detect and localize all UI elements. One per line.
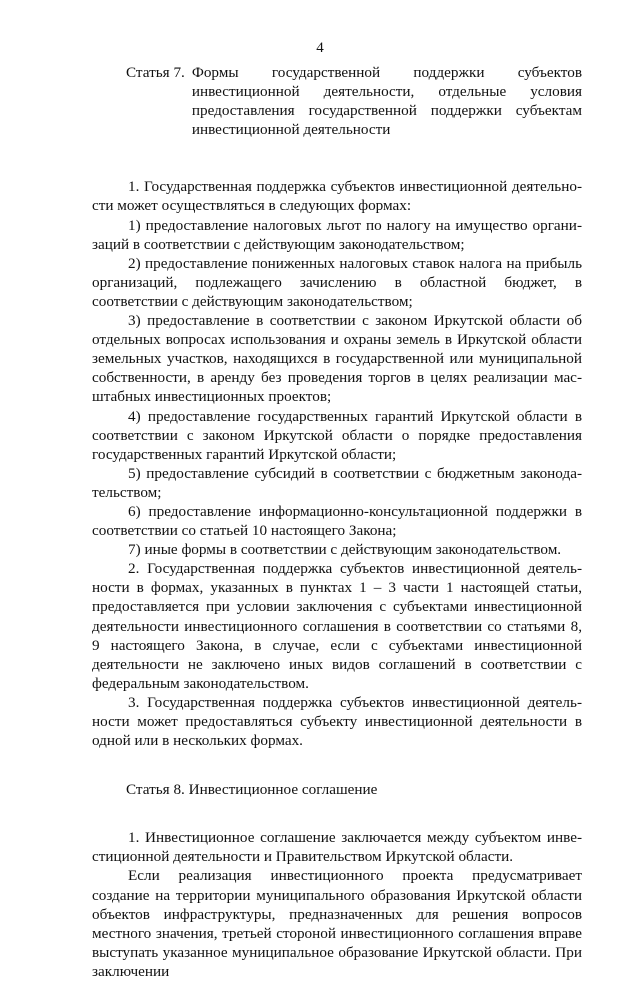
article-7-number: Статья 7. bbox=[126, 64, 185, 81]
article-7-paragraph: 4) предоставление государственных гарантий Иркутской области в соответствии с законом Иркутской области о порядке предоставления государственных гарантий Иркутской области; bbox=[92, 407, 582, 463]
article-8-paragraph: Если реализация инвестиционного проекта предусматривает создание на территории муниципального образования Иркутской области объектов инфраструктуры, предназначенных для решения вопросов местного значения, третьей стороной инвестиционного соглашения вправе выступать указанное муниципальное образование Иркутской области. При заключении bbox=[92, 867, 582, 980]
article-7-paragraph: 2) предоставление пониженных налоговых ставок налога на прибыль организаций, подлежащего зачислению в областной бюджет, в соответствии с действующим законодательством; bbox=[92, 254, 582, 310]
article-7-paragraph: 1) предоставление налоговых льгот по налогу на имущество организаций в соответствии с действующим законодательством; bbox=[92, 216, 582, 253]
article-7-paragraph: 7) иные формы в соответствии с действующим законодательством. bbox=[128, 541, 562, 559]
article-7-paragraph: 2. Государственная поддержка субъектов инвестиционной деятельности в формах, указанных в пунктах 1 – 3 части 1 настоящей статьи, предоставляется при условии заключения с субъектами инвестиционной деятельности инвестиционного соглашения в соответствии со статьями 8, 9 настоящего Закона, в случае, если с субъектами инвестиционной деятельности не заключено иных видов соглашений в соответствии с федеральным законодательством. bbox=[92, 560, 582, 692]
article-8-paragraph: 1. Инвестиционное соглашение заключается между субъектом инвестиционной деятельности и Правительством Иркутской области. bbox=[92, 829, 582, 866]
article-7-heading bbox=[126, 63, 582, 139]
article-8-heading: Статья 8. Инвестиционное соглашение bbox=[126, 781, 378, 799]
article-7-paragraph: 3. Государственная поддержка субъектов инвестиционной деятельности может предоставляться субъекту инвестиционной деятельности в одной или в нескольких формах. bbox=[92, 693, 582, 750]
article-7-paragraph: 5) предоставление субсидий в соответствии с бюджетным законодательством; bbox=[92, 464, 582, 501]
document-body bbox=[92, 63, 582, 981]
article-7-paragraph: 1. Государственная поддержка субъектов инвестиционной деятельности может осуществляться в следующих формах: bbox=[92, 178, 582, 215]
page-number: 4 bbox=[316, 40, 324, 56]
article-7-paragraph: 3) предоставление в соответствии с законом Иркутской области об отдельных вопросах использования и охраны земель в Иркутской области земельных участков, находящихся в государственной или муниципальной собственности, в аренду без проведения торгов в целях реализации масштабных инвестиционных проектов; bbox=[92, 312, 582, 406]
article-7-paragraph: 6) предоставление информационно-консультационной поддержки в соответствии со статьей 10 настоящего Закона; bbox=[92, 502, 582, 540]
article-7-title: Формы государственной поддержки субъектов инвестиционной деятельности, отдельные условия предоставления государственной поддержки субъектам инвестиционной деятельности bbox=[191, 64, 582, 139]
